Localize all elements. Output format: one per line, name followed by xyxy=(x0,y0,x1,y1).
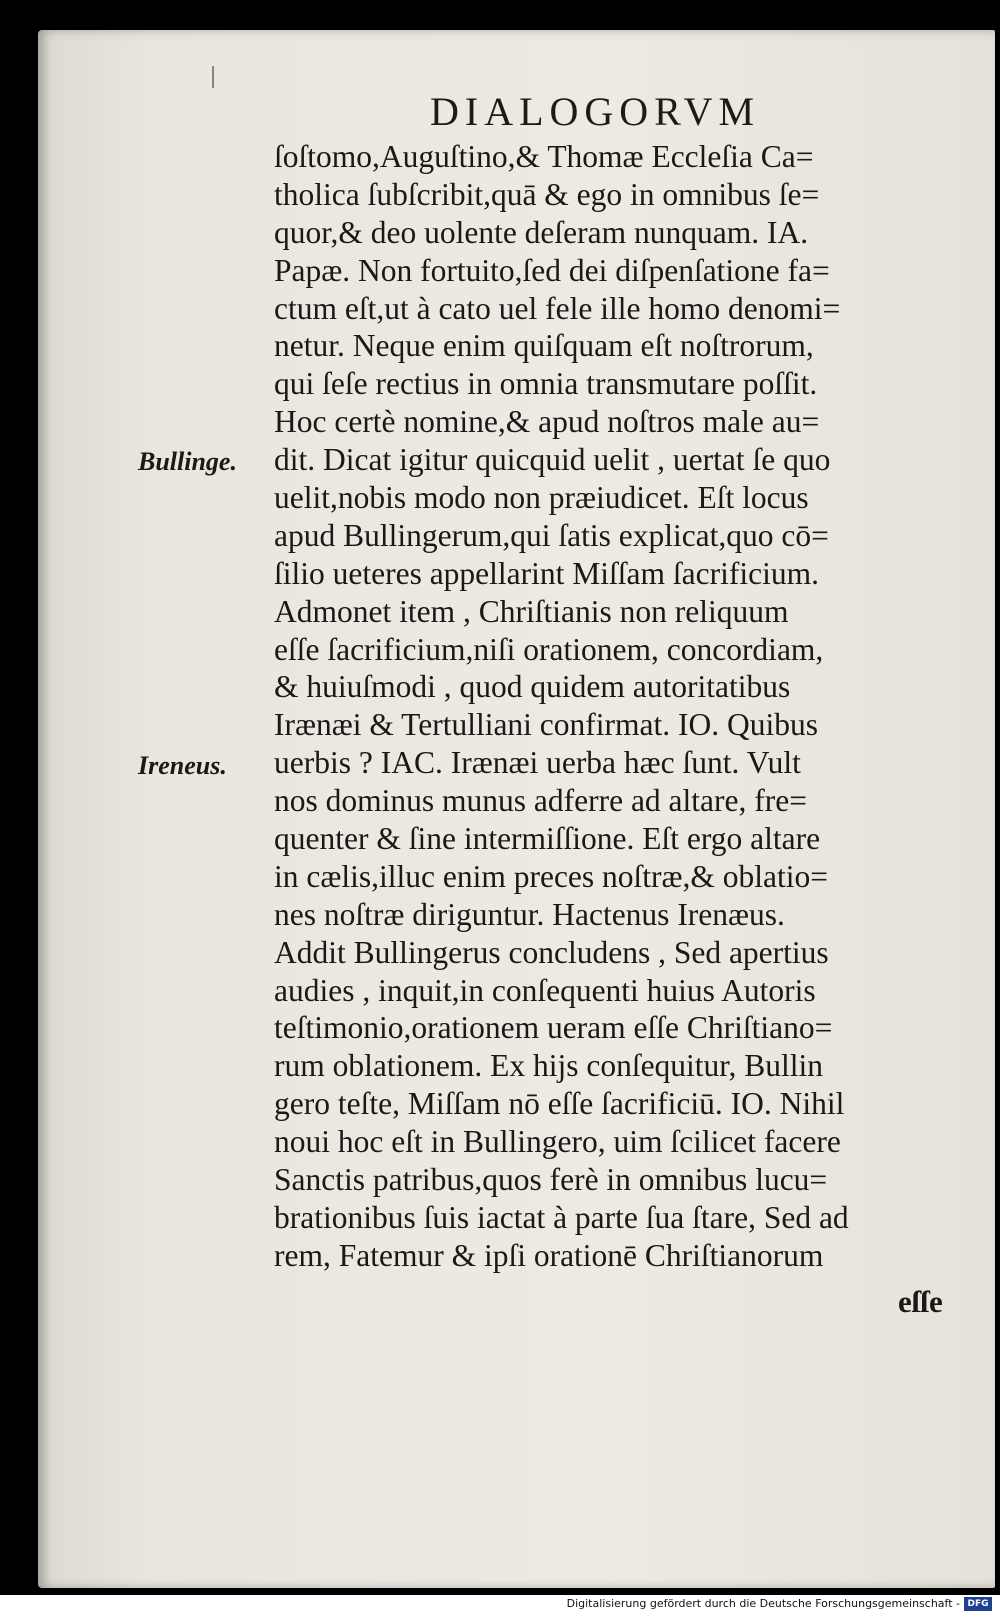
text-line: tholica ſubſcribit,quā & ego in omnibus ſe= xyxy=(274,176,820,212)
text-line: Admonet item , Chriſtianis non reliquum xyxy=(274,593,789,629)
marginal-note-ireneus: Ireneus. xyxy=(138,751,227,780)
running-head: DIALOGORVM xyxy=(430,89,761,134)
text-line: eſſe ſacrificium,niſi orationem, concordiam, xyxy=(274,631,824,667)
text-line: teſtimonio,orationem ueram eſſe Chriſtiano= xyxy=(274,1010,833,1046)
text-line: netur. Neque enim quiſquam eſt noſtrorum, xyxy=(274,328,814,364)
text-line: gero teſte, Miſſam nō eſſe ſacrificiū. IO. Nihil xyxy=(274,1086,845,1122)
text-line: in cælis,illuc enim preces noſtræ,& oblatio= xyxy=(274,858,829,894)
text-line: nes noſtræ diriguntur. Hactenus Irenæus. xyxy=(274,896,785,932)
dfg-logo-icon: DFG xyxy=(964,1597,992,1611)
text-line: brationibus ſuis iactat à parte ſua ſtare, Sed ad xyxy=(274,1199,849,1235)
page-mark xyxy=(212,66,214,88)
text-line: audies , inquit,in conſequenti huius Autoris xyxy=(274,972,816,1008)
text-line: Papæ. Non fortuito,ſed dei diſpenſatione fa= xyxy=(274,252,830,288)
text-line: uerbis ? IAC. Irænæi uerba hæc ſunt. Vult xyxy=(274,745,801,781)
text-line: apud Bullingerum,qui ſatis explicat,quo cō= xyxy=(274,517,829,553)
text-line: uelit,nobis modo non præiudicet. Eſt locus xyxy=(274,480,809,516)
text-line: & huiuſmodi , quod quidem autoritatibus xyxy=(274,669,791,705)
text-line: Addit Bullingerus concludens , Sed apertius xyxy=(274,934,829,970)
catchword: eſſe xyxy=(898,1284,943,1319)
marginal-note-bullinge: Bullinge. xyxy=(138,447,237,476)
text-line: Hoc certè nomine,& apud noſtros male au= xyxy=(274,404,820,440)
text-line: rem, Fatemur & ipſi orationē Chriſtianorum xyxy=(274,1237,824,1273)
text-line: quenter & ſine intermiſſione. Eſt ergo altare xyxy=(274,821,821,857)
text-line: Irænæi & Tertulliani confirmat. IO. Quibus xyxy=(274,707,819,743)
text-line: ctum eſt,ut à cato uel fele ille homo denomi= xyxy=(274,290,841,326)
text-line: Sanctis patribus,quos ferè in omnibus lucu= xyxy=(274,1162,828,1198)
body-text xyxy=(274,138,974,1275)
text-line: ſilio ueteres appellarint Miſſam ſacrificium. xyxy=(274,555,819,591)
text-line: noui hoc eſt in Bullingero, uim ſcilicet facere xyxy=(274,1124,841,1160)
text-line: rum oblationem. Ex hijs conſequitur, Bullin xyxy=(274,1048,824,1084)
text-line: qui ſeſe rectius in omnia transmutare poſſit. xyxy=(274,366,818,402)
text-line: nos dominus munus adferre ad altare, fre= xyxy=(274,783,807,819)
text-line: quor,& deo uolente deſeram nunquam. IA. xyxy=(274,214,809,250)
footer-bar xyxy=(0,1595,1000,1615)
text-line: ſoſtomo,Auguſtino,& Thomæ Eccleſia Ca= xyxy=(274,139,814,174)
funding-credit: Digitalisierung gefördert durch die Deutsche Forschungsgemeinschaft - xyxy=(566,1597,960,1610)
text-line: dit. Dicat igitur quicquid uelit , uertat ſe quo xyxy=(274,442,831,478)
